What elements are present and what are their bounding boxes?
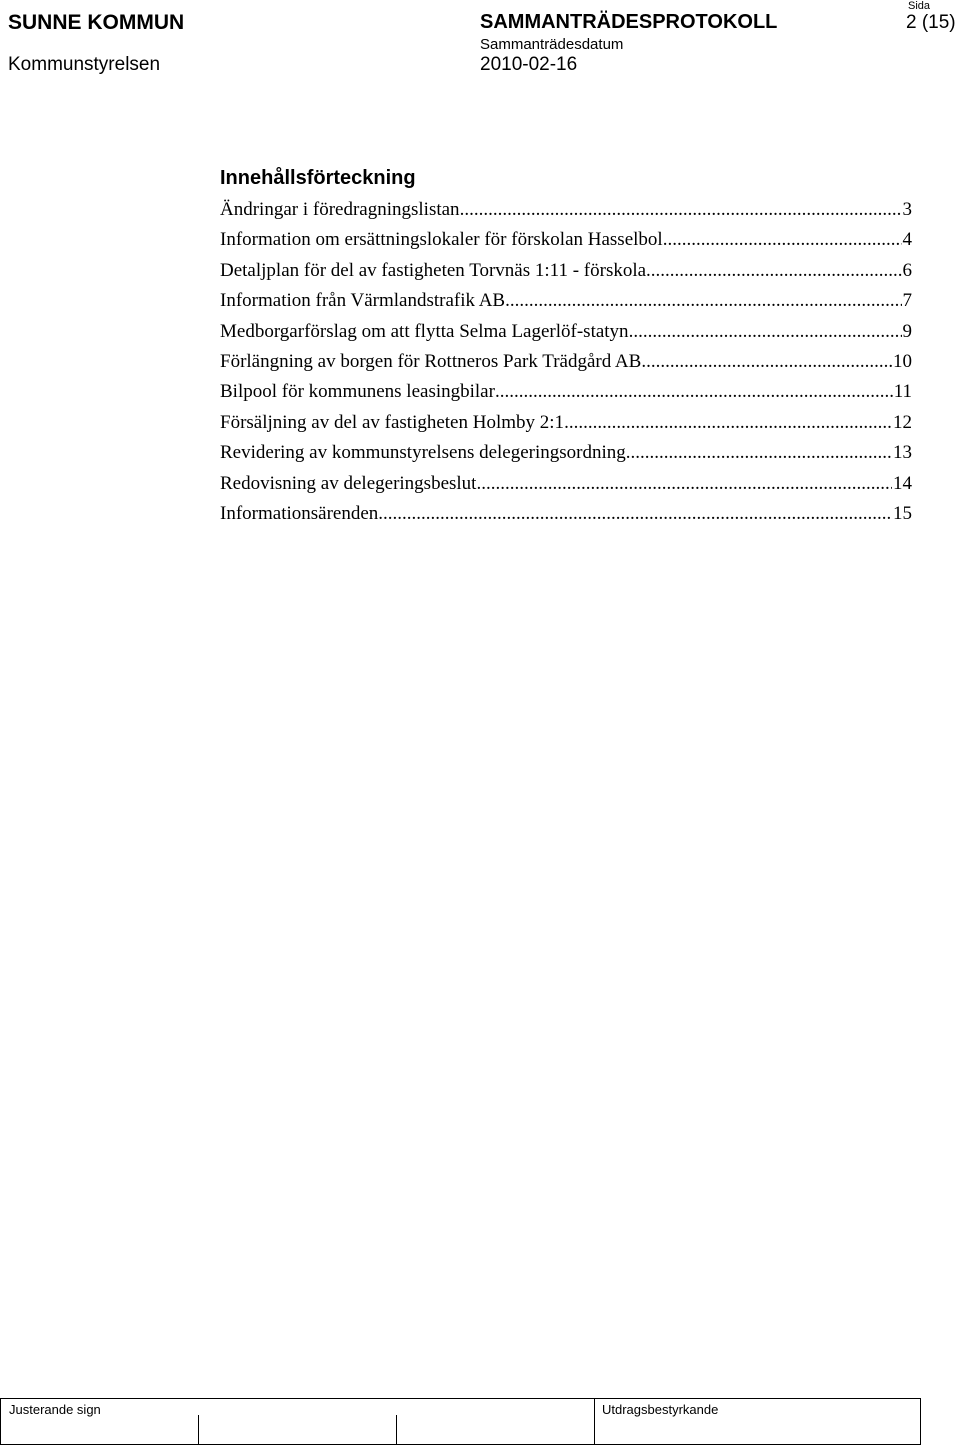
toc-entry-title: Informationsärenden: [220, 502, 379, 524]
toc-entry-title: Bilpool för kommunens leasingbilar: [220, 381, 495, 403]
toc-entry-page: 4: [902, 229, 912, 251]
toc-entry[interactable]: [220, 286, 912, 316]
signature-box-divider: [198, 1415, 199, 1444]
toc-leader-dots: [646, 256, 901, 286]
toc-entry-title: Revidering av kommunstyrelsens delegeringsordning: [220, 442, 626, 464]
toc-entry-page: 9: [902, 320, 912, 342]
board-name: Kommunstyrelsen: [8, 54, 161, 75]
toc-leader-dots: [476, 469, 892, 499]
toc-entry[interactable]: [220, 225, 912, 255]
toc-entry[interactable]: [220, 195, 912, 225]
toc-leader-dots: [564, 408, 892, 438]
toc-leader-dots: [663, 225, 902, 255]
organization-name: SUNNE KOMMUN: [8, 11, 185, 34]
toc-entry-title: Förlängning av borgen för Rottneros Park Trädgård AB: [220, 350, 642, 372]
toc-entry-page: 14: [893, 472, 912, 494]
toc-entry[interactable]: [220, 347, 912, 377]
toc-leader-dots: [626, 438, 892, 468]
toc-heading: Innehållsförteckning: [220, 167, 416, 189]
toc-leader-dots: [505, 286, 901, 316]
toc-entry[interactable]: [220, 438, 912, 468]
toc-entry-title: Ändringar i föredragningslistan: [220, 199, 460, 220]
toc-entry[interactable]: [220, 408, 912, 438]
toc-entry-page: 10: [893, 350, 912, 372]
toc-entry-title: Försäljning av del av fastigheten Holmby 2:1: [220, 411, 565, 433]
utdragsbestyrkande-label: Utdragsbestyrkande: [602, 1402, 719, 1417]
toc-entry-page: 15: [893, 502, 912, 524]
toc-entry-page: 13: [893, 442, 912, 464]
toc-entry-title: Detaljplan för del av fastigheten Torvnäs 1:11 - förskola: [220, 259, 647, 281]
toc-leader-dots: [378, 499, 892, 529]
toc-entry-title: Information från Värmlandstrafik AB: [220, 290, 506, 312]
meeting-date: 2010-02-16: [480, 54, 578, 75]
toc-entry[interactable]: [220, 256, 912, 286]
toc-entry-page: 11: [893, 381, 912, 403]
signature-table: [0, 1398, 921, 1445]
toc-leader-dots: [629, 317, 902, 347]
toc-entry[interactable]: [220, 377, 912, 407]
toc-entry-page: 7: [902, 290, 912, 312]
signature-section-divider: [594, 1399, 595, 1444]
toc-entry[interactable]: [220, 317, 912, 347]
toc-entry-page: 12: [893, 411, 912, 433]
toc-leader-dots: [460, 195, 902, 225]
toc-entry-title: Medborgarförslag om att flytta Selma Lagerlöf-statyn: [220, 320, 629, 342]
toc-entry[interactable]: [220, 499, 912, 529]
toc-leader-dots: [495, 377, 893, 407]
page-number: 2 (15): [906, 12, 956, 33]
page-label: Sida: [908, 0, 931, 12]
toc-entry-title: Information om ersättningslokaler för förskolan Hasselbol: [220, 229, 663, 251]
toc-entry-page: 3: [902, 199, 912, 220]
toc-entry-page: 6: [902, 259, 912, 281]
justerande-sign-label: Justerande sign: [9, 1402, 101, 1417]
toc-list: [220, 195, 912, 529]
toc-entry[interactable]: [220, 469, 912, 499]
signature-box-divider: [396, 1415, 397, 1444]
meeting-date-label: Sammanträdesdatum: [480, 36, 624, 53]
protocol-title: SAMMANTRÄDESPROTOKOLL: [480, 11, 778, 33]
toc-entry-title: Redovisning av delegeringsbeslut: [220, 472, 477, 494]
toc-leader-dots: [641, 347, 892, 377]
